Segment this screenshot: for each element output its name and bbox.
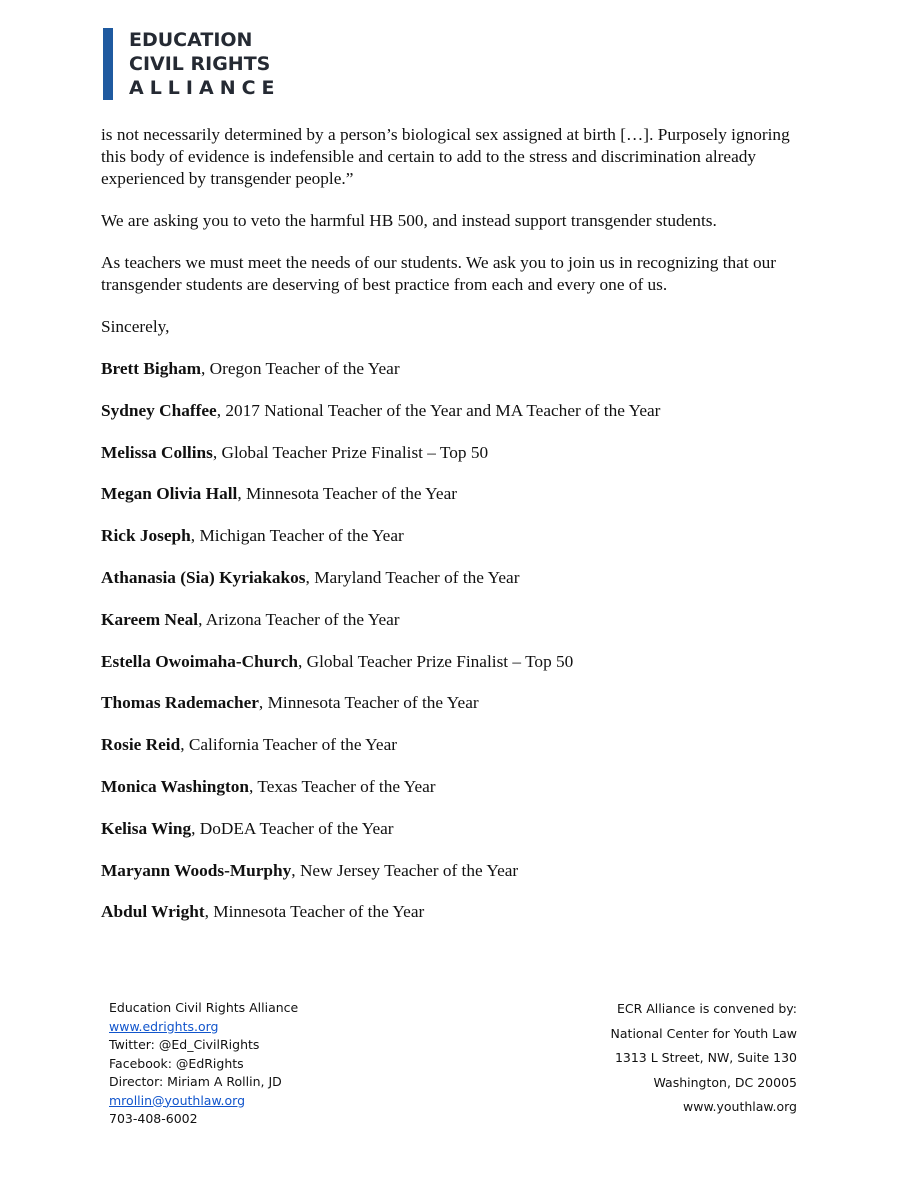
signer-name: Estella Owoimaha-Church <box>101 651 298 671</box>
signer <box>101 400 816 422</box>
signer <box>101 860 816 882</box>
signer-title: , 2017 National Teacher of the Year and MA Teacher of the Year <box>216 400 661 420</box>
signer-title: , Michigan Teacher of the Year <box>190 526 404 546</box>
signer-name: Monica Washington <box>101 776 250 796</box>
signer-name: Kelisa Wing <box>101 818 192 838</box>
ask-paragraph: We are asking you to veto the harmful HB 500, and instead support transgender students. <box>101 211 717 230</box>
logo-wordmark <box>129 28 281 100</box>
signer-name: Athanasia (Sia) Kyriakakos <box>101 567 306 587</box>
signer <box>101 692 816 714</box>
signer <box>101 901 816 923</box>
signer <box>101 609 816 631</box>
signer <box>101 776 816 798</box>
signer-name: Thomas Rademacher <box>101 693 259 713</box>
director-name: Director: Miriam A Rollin, JD <box>109 1074 282 1089</box>
convened-by-label: ECR Alliance is convened by: <box>616 1001 797 1016</box>
footer-contact <box>109 999 298 1129</box>
signer-title: , New Jersey Teacher of the Year <box>291 860 519 880</box>
facebook-handle: Facebook: @EdRights <box>109 1055 244 1071</box>
signer-name: Rick Joseph <box>101 526 191 546</box>
signer <box>101 567 816 589</box>
signer <box>101 818 816 840</box>
signer-title: , California Teacher of the Year <box>180 735 398 755</box>
signer-title: , Minnesota Teacher of the Year <box>237 484 458 504</box>
logo-line-3: ALLIANCE <box>129 77 281 99</box>
signer-name: Abdul Wright <box>101 902 205 922</box>
footer-convener <box>611 997 797 1120</box>
closing: Sincerely, <box>101 317 170 336</box>
signer <box>101 525 816 547</box>
convener-org: National Center for Youth Law <box>610 1025 797 1041</box>
signer-title: , DoDEA Teacher of the Year <box>191 818 394 838</box>
signer-title: , Minnesota Teacher of the Year <box>204 902 425 922</box>
signer-title: , Minnesota Teacher of the Year <box>258 693 479 713</box>
signer-title: , Arizona Teacher of the Year <box>198 609 400 629</box>
letter-body <box>101 124 816 943</box>
phone-number: 703-408-6002 <box>109 1111 198 1126</box>
signer-name: Megan Olivia Hall <box>101 484 238 504</box>
signer-title: , Maryland Teacher of the Year <box>305 567 520 587</box>
logo <box>103 28 281 100</box>
website-link[interactable]: www.edrights.org <box>109 1018 219 1034</box>
signer-title: , Global Teacher Prize Finalist – Top 50 <box>298 651 574 671</box>
signer-title: , Texas Teacher of the Year <box>249 776 436 796</box>
logo-line-2: CIVIL RIGHTS <box>129 53 271 75</box>
twitter-handle: Twitter: @Ed_CivilRights <box>109 1037 260 1052</box>
quote-continuation: is not necessarily determined by a person’s biological sex assigned at birth […]. Purposely ignoring this body of evidence is indefensible and certain to add to the stress and discrimination already experienced by transgender people.” <box>101 125 790 188</box>
signer-name: Maryann Woods-Murphy <box>101 860 292 880</box>
signer <box>101 483 816 505</box>
logo-bar <box>103 28 113 100</box>
signer-name: Kareem Neal <box>101 609 199 629</box>
signer-name: Brett Bigham <box>101 359 201 378</box>
convener-city: Washington, DC 20005 <box>653 1074 797 1090</box>
logo-line-1: EDUCATION <box>129 29 253 51</box>
teachers-paragraph: As teachers we must meet the needs of our students. We ask you to join us in recognizing that our transgender students are deserving of best practice from each and every one of us. <box>101 253 776 294</box>
convener-street: 1313 L Street, NW, Suite 130 <box>614 1050 797 1065</box>
signer-name: Sydney Chaffee <box>101 400 217 420</box>
signer-title: , Oregon Teacher of the Year <box>201 359 400 378</box>
signer <box>101 734 816 756</box>
signer-list <box>101 358 816 923</box>
convener-website: www.youthlaw.org <box>683 1099 797 1114</box>
signer <box>101 442 816 464</box>
signer-title: , Global Teacher Prize Finalist – Top 50 <box>212 442 489 462</box>
footer-org-name: Education Civil Rights Alliance <box>109 1000 299 1015</box>
signer-name: Rosie Reid <box>101 735 181 755</box>
email-link[interactable]: mrollin@youthlaw.org <box>109 1092 246 1108</box>
signer-name: Melissa Collins <box>101 442 213 462</box>
signer <box>101 651 816 673</box>
signer <box>101 358 816 380</box>
